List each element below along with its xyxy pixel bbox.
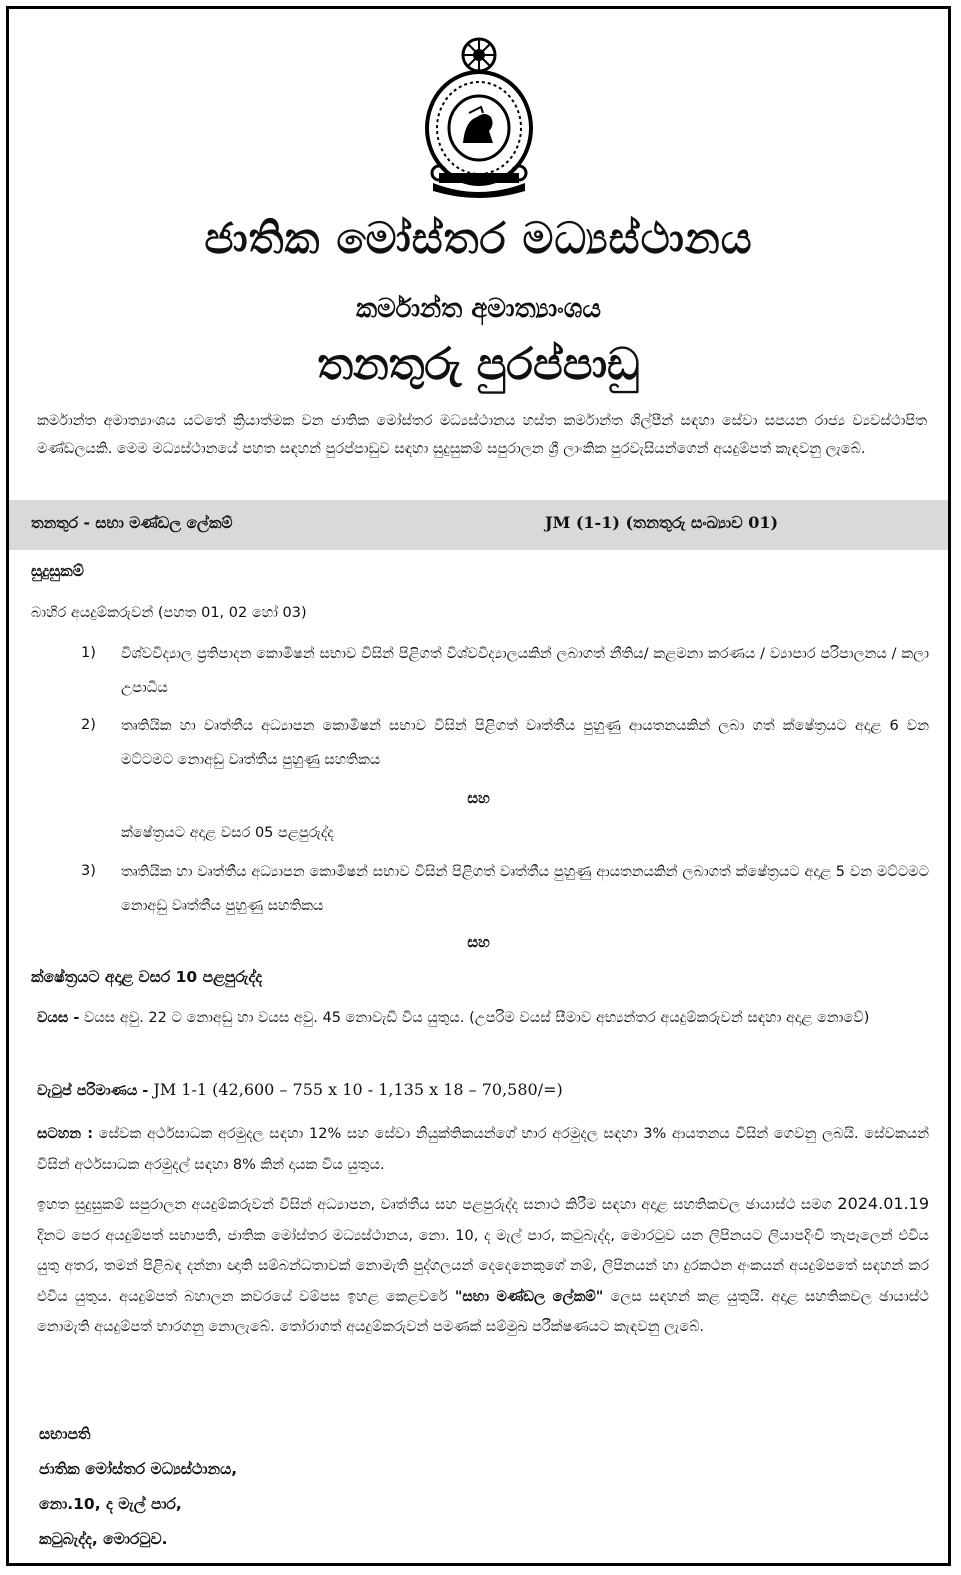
signature-title: සභාපති (39, 1425, 91, 1443)
institution-title: ජාතික මෝස්තර මධ්‍යස්ථානය (204, 214, 753, 264)
experience-requirement: ක්ෂේත්‍රයට අදාළ වසර 05 පළපුරුද්ද (121, 825, 334, 841)
ministry-name: කර්මාන්ත අමාත්‍යාංශය (355, 294, 602, 324)
salary-scale (37, 1075, 929, 1106)
item-number: 2) (81, 717, 96, 733)
instructions-text: දිනට පෙර අයදුම්පත් සභාපති, ජාතික මෝස්තර මධ්‍යස්ථානය, නො. 10, ද මැල් පාර, කටුබැද්ද, මොරටුව යන ලිපිනයට ලියාපදිංචි තැපෑලෙන් එවිය යුතු අතර, තමන් පිළිබඳ දන්නා ඥාති සම්බන්ධතාවක් නොමැති පුද්ගලයන් දෙදෙනෙකුගේ නම්, ලිපිනයන් හා දුරකථන අංකයන් අයදුම්පතේ සඳහන් කර එවිය යුතුය. අයදුම්පත් බහාලන කවරයේ වම්පස ඉහළ කෙළවරේ (37, 1227, 929, 1305)
qualifications-heading: සුදුසුකම් (31, 562, 84, 580)
instructions-text: ඉහත සුදුසුකම් සපුරාලන අයදුම්කරුවන් විසින් අධ්‍යාපන, වෘත්තීය සහ පළපුරුද්ද සනාථ කිරීම සඳහා අදාළ සහතිකවල ඡායාස්ථ සමග (37, 1197, 838, 1213)
age-text: වයස අවු. 22 ට නොඅඩු හා වයස අවු. 45 නොවැඩි විය යුතුය. (උපරිම වයස් සීමාව අභ්‍යන්තර අයදුම්කරුවන් සඳහා අදාළ නොවේ) (79, 1010, 870, 1026)
and-connector: සහ (467, 933, 490, 951)
note-text: සේවක අර්ථසාධක අරමුදල සඳහා 12% සහ සේවා නියුක්තිකයන්ගේ භාර අරමුදල සඳහා 3% ආයතනය විසින් ගෙවනු ලබයි. සේවකයන් විසින් අර්ථසාධක අරමුදල් සඳහා 8% කින් දායක විය යුතුය. (37, 1126, 929, 1173)
qualification-item: තෘතියික හා වෘත්තීය අධ්‍යාපන කොමිෂන් සභාව විසින් පිළිගත් වෘත්තීය පුහුණු ආයතනයකින් ලබා ගත් ක්ෂේත්‍රයට අදාළ 6 වන මට්ටමට නොඅඩු වෘත්තීය පුහුණු සහතිකය (121, 718, 929, 768)
intro-paragraph: කර්මාන්ත අමාත්‍යාංශය යටතේ ක්‍රියාත්මක වන ජාතික මෝස්තර මධ්‍යස්ථානය හස්ත කර්මාන්ත ශිල්පීන් සඳහා සේවා සපයන රාජ්‍ය ව්‍යවස්ථාපිත මණ්ඩලයකි. මෙම මධ්‍යස්ථානයේ පහත සඳහන් පුරප්පාඩුව සඳහා සුදුසුකම් සපුරාලන ශ්‍රී ලාංකික පුරවැසියන්ගෙන් අයදුම්පත් කැඳවනු ලැබේ. (37, 413, 927, 457)
advertisement-frame (6, 6, 951, 1566)
item-number: 1) (81, 645, 96, 661)
sri-lanka-emblem-icon (419, 33, 539, 205)
note-label: සටහන : (37, 1126, 94, 1142)
vacancies-heading: තනතුරු පුරප්පාඩු (317, 339, 640, 390)
post-band (9, 500, 948, 550)
signature-institution: ජාතික මෝස්තර මධ්‍යස්ථානය, (39, 1460, 238, 1478)
envelope-label: "සභා මණ්ඩල ලේකම්" (454, 1288, 604, 1305)
salary-text: JM 1-1 (42,600 – 755 x 10 - 1,135 x 18 – 70,580/=) (148, 1080, 563, 1099)
post-name: තනතුර - සභා මණ්ඩල ලේකම් (31, 514, 233, 532)
age-label: වයස - (37, 1010, 80, 1026)
signature-address: නො.10, ද මැල් පාර, (39, 1495, 182, 1513)
qualification-item: තෘතියික හා වෘත්තීය අධ්‍යාපන කොමිෂන් සභාව විසින් පිළිගත් වෘත්තීය පුහුණු ආයතනයකින් ලබාගත් ක්ෂේත්‍රයට අදාළ 5 වන මට්ටමට නොඅඩු වෘත්තීය පුහුණු සහතිකය (121, 864, 929, 914)
external-applicants: බාහිර අයදුම්කරුවන් (පහත 01, 02 හෝ 03) (31, 605, 307, 621)
and-connector: සහ (467, 789, 490, 807)
note-paragraph (37, 1119, 929, 1181)
application-instructions (37, 1189, 929, 1343)
instructions-text: ලෙස සඳහන් කළ යුතුයි. අදාළ සහතිකවල ඡායාස්ථ නොමැති අයදුම්පත් භාරගනු නොලැබේ. තෝරාගත් අයදුම්කරුවන් පමණක් සම්මුඛ පරීක්ෂණයට කැඳවනු ලැබේ. (37, 1288, 929, 1335)
age-requirement (37, 1003, 929, 1033)
experience-requirement: ක්ෂේත්‍රයට අදාළ වසර 10 පළපුරුද්ද (31, 968, 263, 986)
post-code: JM (1-1) (තනතුරු සංඛ්‍යාව 01) (545, 513, 779, 532)
qualification-item: විශ්වවිද්‍යාල ප්‍රතිපාදන කොමිෂන් සභාව විසින් පිළිගත් විශ්වවිද්‍යාලයකින් ලබාගත් නීතිය/ කළමනා කරණය / ව්‍යාපාර පරිපාලනය / කලා උපාධිය (121, 646, 929, 696)
item-number: 3) (81, 863, 96, 879)
salary-label: වැටුප් පරිමාණය - (37, 1083, 149, 1099)
signature-city: කටුබැද්ද, මොරටුව. (39, 1530, 168, 1548)
closing-date: 2024.01.19 (837, 1194, 929, 1213)
